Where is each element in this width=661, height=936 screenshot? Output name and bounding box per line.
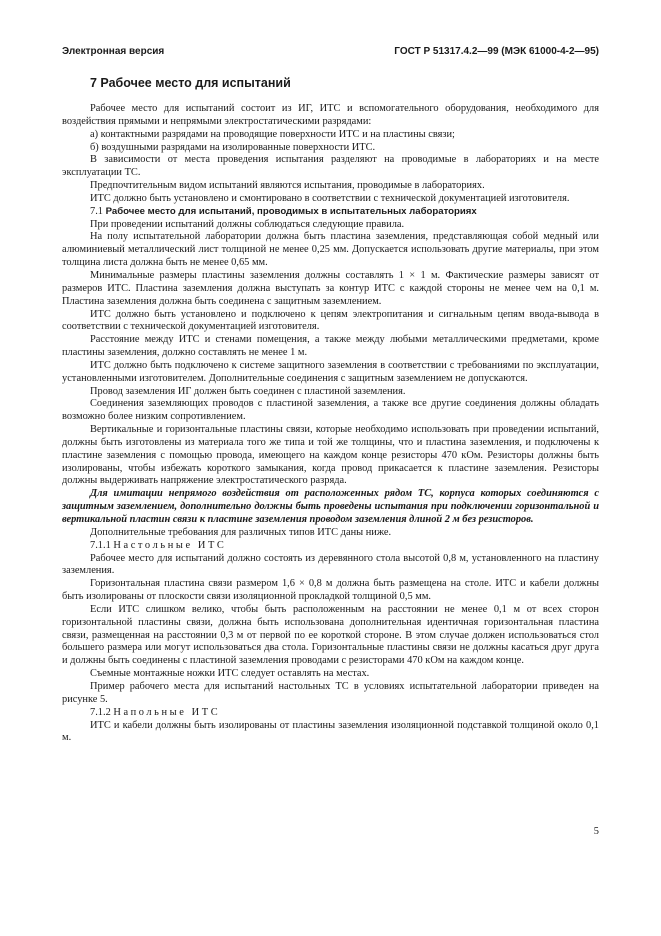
subsection-heading-7-1 [62, 206, 599, 219]
paragraph: Рабочее место для испытаний должно состоять из деревянного стола высотой 0,8 м, установленного на пластину заземления. [62, 552, 599, 577]
subsection-heading-7-1-2 [62, 707, 599, 720]
subsection-number: 7.1 [90, 205, 103, 217]
section-title: 7 Рабочее место для испытаний [90, 76, 291, 90]
subsection-number: 7.1.1 [90, 539, 111, 551]
paragraph: В зависимости от места проведения испытания разделяют на проводимые в лабораториях и на месте эксплуатации ТС. [62, 154, 599, 179]
subsection-title: Настольные ИТС [113, 539, 227, 551]
header-edition-label: Электронная версия [62, 46, 165, 57]
paragraph: ИТС должно быть установлено и смонтировано в соответствии с технической документацией изготовителя. [90, 192, 570, 204]
page-number: 5 [593, 826, 599, 837]
subsection-title: Напольные ИТС [113, 706, 221, 718]
document-body [62, 76, 599, 745]
list-item-b: б) воздушными разрядами на изолированные поверхности ИТС. [90, 141, 376, 153]
paragraph: Предпочтительным видом испытаний являются испытания, проводимые в лабораториях. [90, 180, 485, 192]
paragraph: Горизонтальная пластина связи размером 1,6 × 0,8 м должна быть размещена на столе. ИТС и кабели должны быть изолированы от плоскости связи изоляционной прокладкой толщиной 0,5 мм. [62, 578, 599, 603]
paragraph: Если ИТС слишком велико, чтобы быть расположенным на расстоянии не менее 0,1 м от всех сторон горизонтальной пластины связи, должна быть использована дополнительная идентичная горизонтальная пластина связи, размещенная на расстоянии 0,3 м от первой по ее короткой стороне. В этом случае должен использоваться стол большего размера или могут использоваться два стола. Горизонтальные пластины связи не должны касаться друг друга и должны быть соединены с пластиной заземления проводами с резисторами 470 кОм на каждом конце. [62, 603, 599, 667]
paragraph: Расстояние между ИТС и стенами помещения, а также между любыми металлическими предметами, кроме пластины заземления, должно составлять не менее 1 м. [62, 334, 599, 359]
paragraph: ИТС должно быть установлено и подключено к цепям электропитания и сигнальным цепям ввода-вывода в соответствии с технической документацией изготовителя. [62, 308, 599, 333]
paragraph: При проведении испытаний должны соблюдаться следующие правила. [90, 218, 405, 230]
paragraph: Вертикальные и горизонтальные пластины связи, которые необходимо использовать при проведении испытаний, должны быть изготовлены из материала того же типа и той же толщины, что и пластина заземления, и подключены к пластине заземления с помощью провода, имеющего на каждом конце резисторы 470 кОм. Резисторы должны быть изолированы, чтобы избежать короткого замыкания, когда провод прикасается к пластине заземления. Резисторы должны выдерживать напряжение электростатического разряда. [62, 424, 599, 487]
paragraph: Съемные монтажные ножки ИТС следует оставлять на местах. [90, 668, 370, 680]
running-header [62, 46, 599, 60]
paragraph: Минимальные размеры пластины заземления должны составлять 1 × 1 м. Фактические размеры зависят от размеров ИТС. Пластина заземления должна выступать за контур ИТС с каждой стороны не менее чем на 0,1 м. Пластина заземления должна быть соединена с защитным заземлением. [62, 269, 599, 307]
subsection-heading-7-1-1 [62, 540, 599, 553]
header-standard-code: ГОСТ Р 51317.4.2—99 (МЭК 61000-4-2—95) [394, 46, 599, 57]
paragraph: Рабочее место для испытаний состоит из ИГ, ИТС и вспомогательного оборудования, необходимого для воздействия прямыми и непрямыми электростатическими разрядами: [62, 103, 599, 127]
paragraph: Пример рабочего места для испытаний настольных ТС в условиях испытательной лаборатории приведен на рисунке 5. [62, 680, 599, 705]
paragraph: ИТС должно быть подключено к системе защитного заземления в соответствии с требованиями по эксплуатации, установленными изготовителем. Дополнительные соединения с защитным заземлением не допускаются. [62, 359, 599, 384]
subsection-number: 7.1.2 [90, 706, 111, 718]
subsection-title: Рабочее место для испытаний, проводимых в испытательных лабораториях [105, 205, 477, 217]
paragraph: Соединения заземляющих проводов с пластиной заземления, а также все другие соединения должны обладать возможно более низким сопротивлением. [62, 398, 599, 423]
italic-note: Для имитации непрямого воздействия от расположенных рядом ТС, корпуса которых соединяются с защитным заземлением, дополнительно должны быть проведены испытания при подключении горизонтальной и вертикальной пластин связи к пластине заземления проводом заземления длиной 2 м без резисторов. [62, 488, 599, 525]
list-item-a: а) контактными разрядами на проводящие поверхности ИТС и на пластины связи; [90, 128, 455, 140]
paragraph: Дополнительные требования для различных типов ИТС даны ниже. [90, 526, 392, 538]
paragraph: ИТС и кабели должны быть изолированы от пластины заземления изоляционной подставкой толщиной около 0,1 м. [62, 719, 599, 744]
paragraph: На полу испытательной лаборатории должна быть пластина заземления, представляющая собой медный или алюминиевый металлический лист толщиной не менее 0,25 мм. Допускается использовать другие материалы, при этом толщина листа должна быть не менее 0,65 мм. [62, 231, 599, 269]
paragraph: Провод заземления ИГ должен быть соединен с пластиной заземления. [90, 385, 406, 397]
